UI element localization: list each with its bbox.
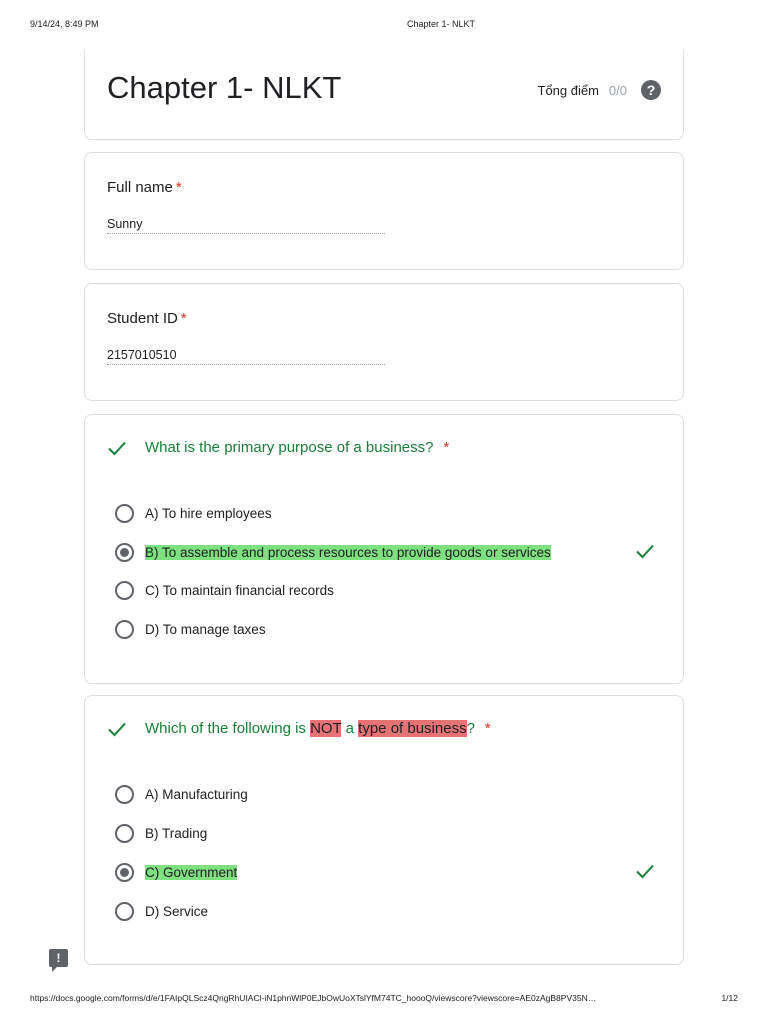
radio-button[interactable] <box>115 504 134 523</box>
print-footer <box>0 993 768 1007</box>
option-b[interactable] <box>115 821 655 845</box>
question-text-part: Which of the following is <box>145 720 311 737</box>
question-card <box>84 414 684 684</box>
option-label-correct: C) Government <box>145 864 238 880</box>
student-id-label-text: Student ID <box>107 310 178 327</box>
total-score <box>538 80 662 100</box>
highlighted-text: NOT <box>310 720 342 737</box>
radio-button[interactable] <box>115 620 134 639</box>
full-name-label-text: Full name <box>107 179 173 196</box>
score-label: Tổng điểm <box>537 82 599 98</box>
question-title <box>107 439 449 456</box>
option-a[interactable] <box>115 501 655 525</box>
check-icon <box>107 721 127 737</box>
feedback-icon[interactable]: ! <box>49 949 68 967</box>
form-title: Chapter 1- NLKT <box>107 70 342 105</box>
page-url: https://docs.google.com/forms/d/e/1FAIpQLScz4QngRhUIACl-iN1phnWlP0EJbOwUoXTslYfM74TC_hoooQ/viewscore?viewscore=AE0zAgB8PV35N… <box>30 993 597 1003</box>
check-icon <box>107 440 127 456</box>
option-label-correct: B) To assemble and process resources to provide goods or services <box>145 544 551 560</box>
question-text-part: ? <box>466 720 475 737</box>
student-id-card <box>84 283 684 401</box>
radio-button-selected[interactable] <box>115 863 134 882</box>
option-label: A) Manufacturing <box>145 786 248 802</box>
option-c[interactable] <box>115 860 655 884</box>
option-d[interactable] <box>115 899 655 923</box>
option-label: C) To maintain financial records <box>145 582 334 598</box>
option-label: A) To hire employees <box>145 505 272 521</box>
option-label: B) Trading <box>145 825 208 841</box>
required-asterisk: * <box>484 720 491 737</box>
required-asterisk: * <box>180 310 187 327</box>
full-name-card <box>84 152 684 270</box>
question-card <box>84 695 684 965</box>
option-a[interactable] <box>115 782 655 806</box>
question-text <box>145 720 475 737</box>
radio-button[interactable] <box>115 902 134 921</box>
question-text: What is the primary purpose of a business? <box>145 439 434 456</box>
radio-button[interactable] <box>115 785 134 804</box>
print-header <box>0 19 768 33</box>
correct-check-icon <box>635 543 655 559</box>
student-id-label <box>107 310 187 327</box>
page-number: 1/12 <box>721 993 738 1003</box>
required-asterisk: * <box>175 179 182 196</box>
score-value: 0/0 <box>608 82 627 98</box>
help-icon[interactable]: ? <box>641 80 661 100</box>
question-text-part: a <box>341 720 359 737</box>
full-name-label <box>107 179 182 196</box>
print-title: Chapter 1- NLKT <box>406 19 476 29</box>
radio-button-selected[interactable] <box>115 543 134 562</box>
highlighted-text: type of business <box>358 720 467 737</box>
print-date: 9/14/24, 8:49 PM <box>30 19 99 29</box>
option-label: D) To manage taxes <box>145 621 266 637</box>
form-header-card <box>84 50 684 140</box>
question-title <box>107 720 491 737</box>
option-label: D) Service <box>145 903 209 919</box>
full-name-answer: Sunny <box>107 217 385 234</box>
radio-button[interactable] <box>115 581 134 600</box>
correct-check-icon <box>635 863 655 879</box>
option-b[interactable] <box>115 540 655 564</box>
student-id-answer: 2157010510 <box>107 348 385 365</box>
required-asterisk: * <box>443 439 450 456</box>
option-d[interactable] <box>115 617 655 641</box>
option-c[interactable] <box>115 578 655 602</box>
radio-button[interactable] <box>115 824 134 843</box>
